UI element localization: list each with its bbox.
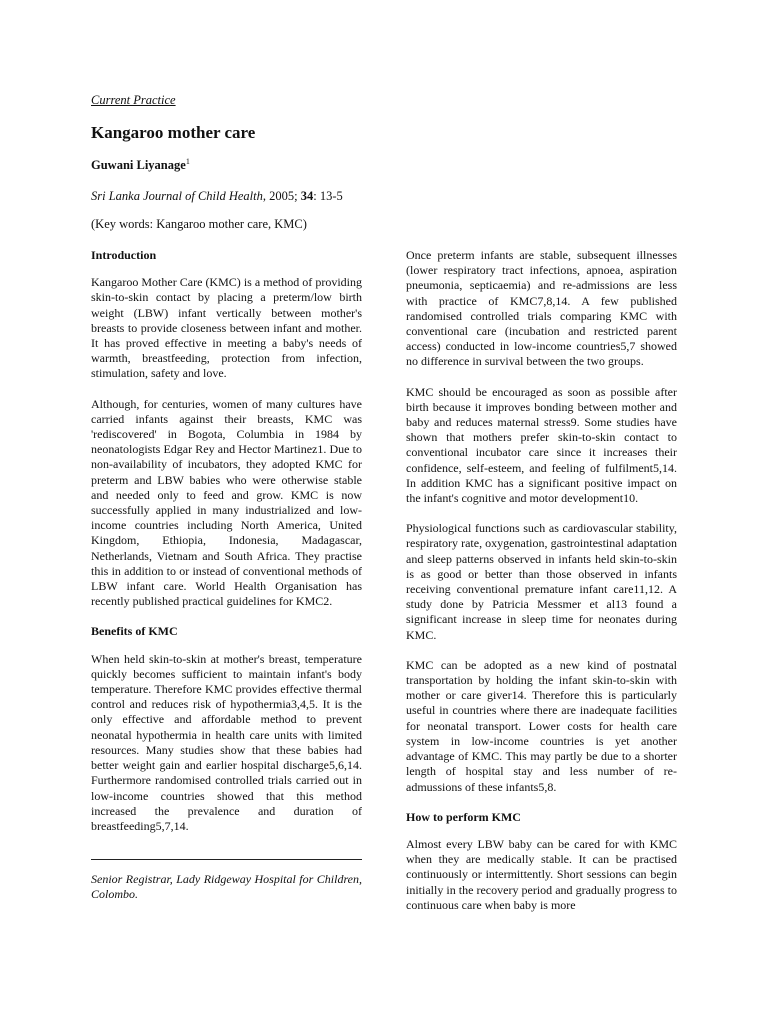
- intro-paragraph-2: Although, for centuries, women of many cultures have carried infants against their breasts, KMC was 'rediscovered' in Bogota, Columbia in 1984 by neonatologists Edgar Rey and Hector Martinez1. Due to non-availability of incubators, they adopted KMC for preterm and LBW babies who were otherwise stable and needed only to feed and grow. KMC is now successfully applied in many industrialized and low-income countries including North America, United Kingdom, Ethiopia, Indonesia, Madagascar, Netherlands, Vietnam and South Africa. They practise this in addition to or instead of conventional methods of LBW infant care. World Health Organisation has recently published practical guidelines for KMC2.: [91, 396, 362, 609]
- right-paragraph-4: KMC can be adopted as a new kind of postnatal transportation by holding the infant skin-to-skin with mother or care giver14. Therefore this is particularly useful in countries where there are inadequate facilities for neonatal transport. Lower costs for health care system in low-income countries is yet another advantage of KMC. This may partly be due to a shorter length of hospital stay and less number of re-admussions of these infants5,8.: [406, 657, 677, 794]
- citation-pages: : 13-5: [313, 189, 343, 203]
- intro-paragraph-1: Kangaroo Mother Care (KMC) is a method of providing skin-to-skin contact by placing a preterm/low birth weight (LBW) infant vertically between mother's breasts to provide closeness between infant and mother. It has proved effective in meeting a baby's needs of warmth, breastfeeding, protection from infection, stimulation, safety and love.: [91, 275, 362, 381]
- introduction-heading: Introduction: [91, 248, 157, 262]
- citation-volume: 34: [300, 189, 314, 203]
- right-column: [406, 248, 677, 928]
- left-column: [91, 248, 362, 849]
- citation-journal: Sri Lanka Journal of Child Health: [91, 189, 263, 203]
- how-to-heading: How to perform KMC: [406, 809, 521, 824]
- keywords: (Key words: Kangaroo mother care, KMC): [91, 217, 307, 231]
- right-paragraph-1: Once preterm infants are stable, subsequent illnesses (lower respiratory tract infections, apnoea, aspiration pneumonia, septicaemia) and re-admissions are less with practice of KMC7,8,14. A few published randomised controlled trials comparing KMC with conventional care (incubation and restricted parent access) conducted in low-income countries5,7 showed no difference in survival between the two groups.: [406, 248, 677, 369]
- benefits-paragraph-1: When held skin-to-skin at mother's breast, temperature quickly becomes sufficient to maintain infant's body temperature. Therefore KMC provides effective thermal control and reduces risk of hypothermia3,4,5. It is the only effective and affordable method to prevent neonatal hypothermia in health care units with limited resources. Many studies show that these babies had better weight gain and earlier hospital discharge5,6,14. Furthermore randomised controlled trials carried out in low-income countries showed that this method increased the prevalence and duration of breastfeeding5,7,14.: [91, 651, 362, 833]
- author-name: Guwani Liyanage: [91, 158, 186, 173]
- right-paragraph-3: Physiological functions such as cardiovascular stability, respiratory rate, oxygenation, gastrointestinal adaptation and sleep patterns observed in infants held skin-to-skin is as good or better than those observed in infants receiving conventional premature infant care11,12. A study done by Patricia Messmer et al13 found a significant increase in sleep time for neonates during KMC.: [406, 521, 677, 642]
- footnote-divider: [91, 859, 362, 860]
- author-affiliation-footnote: Senior Registrar, Lady Ridgeway Hospital for Children, Colombo.: [91, 872, 362, 902]
- author-line: [91, 157, 190, 173]
- benefits-heading: Benefits of KMC: [91, 624, 178, 639]
- right-paragraph-2: KMC should be encouraged as soon as possible after birth because it improves bonding between mother and baby and reduces maternal stress9. Some studies have shown that mothers prefer skin-to-skin contact to conventional incubator care since it increases their confidence, self-esteem, and feeling of fulfilment5,14. In addition KMC has a significant positive impact on the infant's cognitive and motor development10.: [406, 384, 677, 506]
- section-label: Current Practice: [91, 93, 176, 107]
- citation-year: , 2005;: [262, 189, 301, 203]
- article-title: Kangaroo mother care: [91, 123, 256, 142]
- right-paragraph-5: Almost every LBW baby can be cared for with KMC when they are medically stable. It can be practised continuously or intermittently. Short sessions can begin initially in the recovery period and gradually progress to continuous care when baby is more: [406, 836, 677, 912]
- citation: [91, 189, 343, 204]
- author-superscript: 1: [185, 157, 190, 166]
